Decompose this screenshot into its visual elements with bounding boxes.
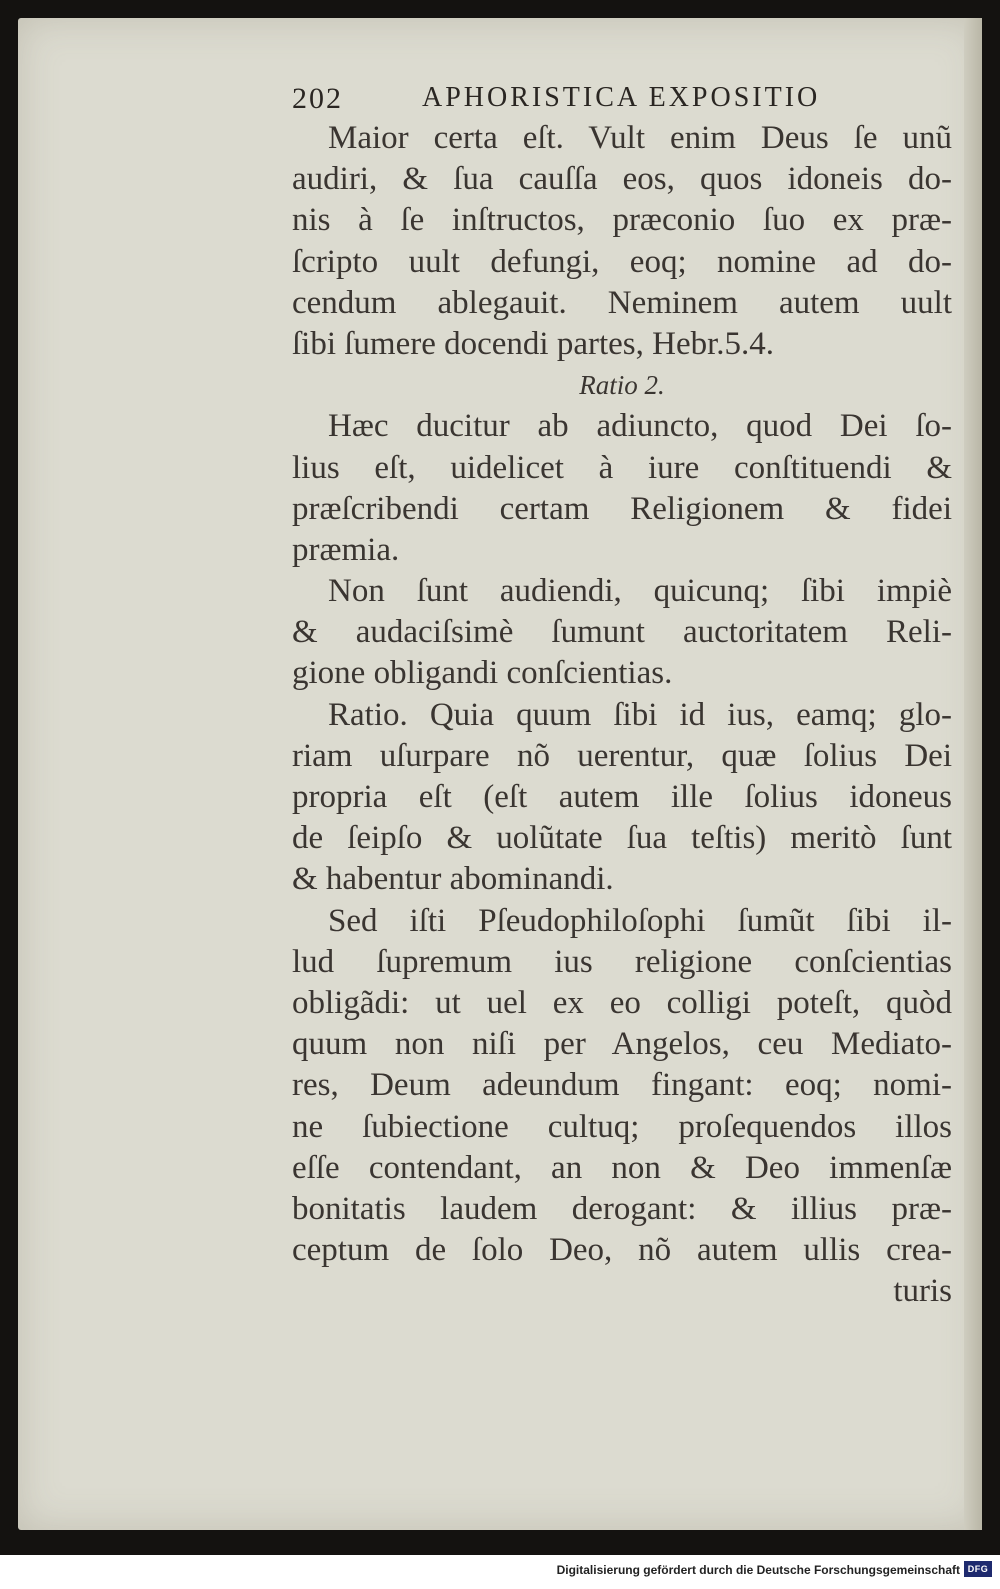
text-line: audiri, & ſua cauſſa eos, quos idoneis do- bbox=[292, 161, 952, 198]
text-line: Non ſunt audiendi, quicunq; ſibi impiè bbox=[328, 573, 952, 610]
dfg-logo-icon: DFG bbox=[964, 1561, 992, 1577]
text-line: ſcripto uult defungi, eoq; nomine ad do- bbox=[292, 243, 952, 280]
section-heading: Ratio 2. bbox=[579, 370, 665, 401]
main-text bbox=[292, 118, 952, 1312]
text-line: res, Deum adeundum fingant: eoq; nomi- bbox=[292, 1067, 952, 1104]
text-line: de ſeipſo & uolũtate ſua teſtis) meritò ſunt bbox=[292, 820, 952, 857]
text-line: cendum ablegauit. Neminem autem uult bbox=[292, 284, 952, 321]
text-line: nis à ſe inſtructos, præconio ſuo ex præ- bbox=[292, 202, 952, 239]
text-line: præmia. bbox=[292, 531, 400, 568]
text-line: & audaciſsimè ſumunt auctoritatem Reli- bbox=[292, 614, 952, 651]
text-line: ceptum de ſolo Deo, nõ autem ullis crea- bbox=[292, 1232, 952, 1269]
text-line: ſibi ſumere docendi partes, Hebr.5.4. bbox=[292, 325, 775, 362]
text-line: bonitatis laudem derogant: & illius præ- bbox=[292, 1190, 952, 1227]
page-header bbox=[292, 82, 892, 122]
text-line: lud ſupremum ius religione conſcientias bbox=[292, 943, 952, 980]
text-line: obligãdi: ut uel ex eo colligi poteſt, quòd bbox=[292, 984, 952, 1021]
digitization-footer bbox=[0, 1555, 1000, 1589]
page-number: 202 bbox=[292, 82, 343, 115]
text-line: eſſe contendant, an non & Deo immenſæ bbox=[292, 1149, 952, 1186]
running-head: APHORISTICA EXPOSITIO bbox=[422, 82, 821, 113]
text-line: gione obligandi conſcientias. bbox=[292, 655, 673, 692]
text-line: quum non niſi per Angelos, ceu Mediato- bbox=[292, 1026, 952, 1063]
text-line: Sed iſti Pſeudophiloſophi ſumũt ſibi il- bbox=[328, 902, 952, 939]
text-line: riam uſurpare nõ uerentur, quæ ſolius Dei bbox=[292, 737, 952, 774]
text-line: Ratio. Quia quum ſibi id ius, eamq; glo- bbox=[328, 696, 952, 733]
catchword: turis bbox=[893, 1273, 952, 1310]
text-line: ne ſubiectione cultuq; proſequendos illos bbox=[292, 1108, 952, 1145]
text-line: Hæc ducitur ab adiuncto, quod Dei ſo- bbox=[328, 408, 952, 445]
page-edge bbox=[964, 18, 982, 1530]
text-line: lius eſt, uidelicet à iure conſtituendi & bbox=[292, 449, 952, 486]
text-line: propria eſt (eſt autem ille ſolius idoneus bbox=[292, 779, 952, 815]
text-line: præſcribendi certam Religionem & fidei bbox=[292, 490, 952, 527]
text-line: Maior certa eſt. Vult enim Deus ſe unũ bbox=[328, 120, 952, 156]
funding-credit: Digitalisierung gefördert durch die Deutsche Forschungsgemeinschaft bbox=[556, 1563, 960, 1577]
text-line: & habentur abominandi. bbox=[292, 861, 614, 898]
